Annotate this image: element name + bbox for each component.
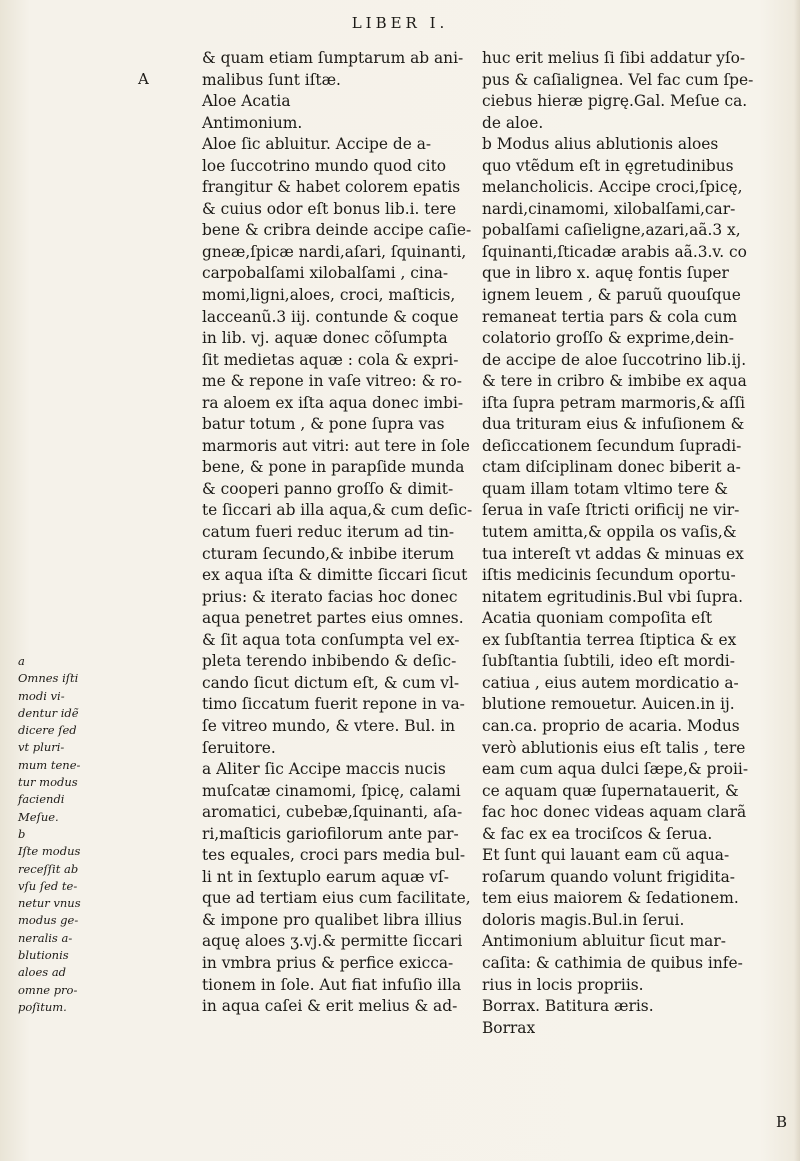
- text-line: que ad tertiam eius cum facilitate,: [202, 889, 471, 908]
- margin-note-line: blutionis: [18, 948, 69, 963]
- margin-note-line: vt pluri-: [18, 740, 65, 755]
- text-line: frangitur & habet colorem epatis: [202, 178, 461, 197]
- margin-note-line: Meſue.: [18, 809, 59, 824]
- text-line: prius: & iterato facias hoc donec: [202, 587, 458, 606]
- margin-note-line: Iſte modus: [18, 844, 81, 859]
- text-line: blutione remouetur. Auicen.in ij.: [482, 695, 735, 714]
- text-line: pleta terendo inbibendo & deſic-: [202, 652, 457, 671]
- text-line: lacceanũ.3 iij. contunde & coque: [202, 307, 459, 326]
- text-line: fac hoc donec videas aquam clarã: [482, 803, 747, 822]
- margin-note-line: omne pro-: [18, 982, 78, 997]
- text-line: aqua penetret partes eius omnes.: [202, 609, 464, 628]
- text-line: cturam ſecundo,& inbibe iterum: [202, 544, 455, 563]
- text-line: doloris magis.Bul.in ſerui.: [482, 910, 685, 929]
- text-line: te ſiccari ab illa aqua,& cum deſic-: [202, 501, 473, 520]
- page-edge-shadow: [794, 0, 800, 1161]
- text-line: Antimonium.: [202, 113, 303, 132]
- text-line: & impone pro qualibet libra illius: [202, 910, 462, 929]
- text-line: ctam diſciplinam donec biberit a-: [482, 458, 741, 477]
- text-line: pus & caſialignea. Vel fac cum ſpe-: [482, 70, 754, 89]
- text-line: roſarum quando volunt frigidita-: [482, 867, 735, 886]
- text-line: ex aqua iſta & dimitte ſiccari ſicut: [202, 566, 468, 585]
- text-line: tem eius maiorem & ſedationem.: [482, 889, 739, 908]
- margin-note-line: dicere ſed: [18, 723, 77, 738]
- text-line: in vmbra prius & perfice exicca-: [202, 953, 454, 972]
- margin-note-line: faciendi: [18, 792, 65, 807]
- text-line: & ſit aqua tota conſumpta vel ex-: [202, 630, 460, 649]
- margin-note-line: modi vi-: [18, 688, 65, 703]
- margin-note-line: modus ge-: [18, 913, 79, 928]
- text-line: verò ablutionis eius eſt talis , tere: [482, 738, 746, 757]
- margin-note-line: Omnes iſti: [18, 671, 79, 686]
- text-line: quam illam totam vltimo tere &: [482, 479, 728, 498]
- margin-notes: [18, 653, 108, 1016]
- text-line: bene, & pone in parapſide munda: [202, 458, 465, 477]
- text-line: momi,ligni,aloes, croci, maſticis,: [202, 286, 456, 305]
- text-line: dua trituram eius & infuſionem &: [482, 415, 745, 434]
- text-line: huc erit melius ſi ſibi addatur yſo-: [482, 49, 746, 67]
- text-line: tes equales, croci pars media bul-: [202, 846, 466, 865]
- text-line: tua intereſt vt addas & minuas ex: [482, 544, 744, 563]
- margin-note-line: mum tene-: [18, 757, 81, 772]
- text-line: ex ſubſtantia terrea ſtiptica & ex: [482, 630, 737, 649]
- text-line: iſta ſupra petram marmoris,& aſſi: [482, 393, 746, 412]
- text-line: ſerua in vaſe ſtricti orificij ne vir-: [482, 501, 740, 520]
- margin-note-line: tur modus: [18, 775, 78, 790]
- text-line: malibus ſunt iſtæ.: [202, 70, 341, 89]
- text-line: ra aloem ex iſta aqua donec imbi-: [202, 393, 464, 412]
- margin-note-line: dentur idẽ: [18, 705, 79, 720]
- text-line: Borrax: [482, 1018, 536, 1037]
- text-line: cando ſicut dictum eſt, & cum vl-: [202, 673, 460, 692]
- text-line: muſcatæ cinamomi, ſpicę, calami: [202, 781, 461, 800]
- section-marker-b: B: [776, 1113, 788, 1131]
- text-line: nitatem egritudinis.Bul vbi ſupra.: [482, 587, 743, 606]
- text-line: gneæ,ſpicæ nardi,aſari, ſquinanti,: [202, 242, 467, 261]
- text-line: Acatia quoniam compoſita eſt: [482, 609, 713, 628]
- text-line: rius in locis propriis.: [482, 975, 644, 994]
- text-line: Borrax. Batitura æris.: [482, 997, 654, 1016]
- text-line: a Aliter ſic Accipe maccis nucis: [202, 760, 446, 779]
- text-line: deſiccationem ſecundum ſupradi-: [482, 436, 742, 455]
- text-line: ſeruitore.: [202, 738, 276, 757]
- text-line: in aqua caſei & erit melius & ad-: [202, 997, 458, 1016]
- text-line: can.ca. proprio de acaria. Modus: [482, 716, 740, 735]
- text-line: tionem in ſole. Aut fiat infuſio illa: [202, 975, 462, 994]
- text-line: ſubſtantia ſubtili, ideo eſt mordi-: [482, 652, 735, 671]
- text-line: Aloe ſic abluitur. Accipe de a-: [202, 135, 432, 154]
- text-line: ſe vitreo mundo, & vtere. Bul. in: [202, 716, 456, 735]
- text-line: me & repone in vaſe vitreo: & ro-: [202, 372, 463, 391]
- text-line: bene & cribra deinde accipe caſie-: [202, 221, 472, 240]
- text-line: b Modus alius ablutionis aloes: [482, 135, 719, 154]
- text-line: & quam etiam ſumptarum ab ani-: [202, 49, 464, 67]
- text-line: ce aquam quæ ſupernatauerit, &: [482, 781, 739, 800]
- text-line: timo ſiccatum fuerit repone in va-: [202, 695, 465, 714]
- text-line: & tere in cribro & imbibe ex aqua: [482, 372, 747, 391]
- text-line: ſquinanti,ſticadæ arabis aã.3.v. co: [482, 242, 747, 261]
- text-line: catum fueri reduc iterum ad tin-: [202, 523, 455, 542]
- margin-note-line: poſitum.: [18, 999, 67, 1014]
- text-line: pobalſami caſieligne,azari,aã.3 x,: [482, 221, 741, 240]
- running-head: LIBER I.: [351, 14, 449, 32]
- margin-note-line: vſu ſed te-: [18, 878, 78, 893]
- text-line: remaneat tertia pars & cola cum: [482, 307, 738, 326]
- text-line: eam cum aqua dulci ſæpe,& proii-: [482, 760, 749, 779]
- text-line: ſit medietas aquæ : cola & expri-: [202, 350, 459, 369]
- text-line: que in libro x. aquę fontis ſuper: [482, 264, 729, 283]
- text-line: melancholicis. Accipe croci,ſpicę,: [482, 178, 743, 197]
- left-column: [202, 48, 484, 1018]
- text-line: Et ſunt qui lauant eam cũ aqua-: [482, 846, 730, 865]
- text-line: caſita: & cathimia de quibus infe-: [482, 953, 743, 972]
- section-marker-a: A: [138, 70, 149, 88]
- text-line: marmoris aut vitri: aut tere in ſole: [202, 436, 470, 455]
- text-line: & cooperi panno groſſo & dimit-: [202, 479, 454, 498]
- text-line: li nt in ſextuplo earum aquæ vſ-: [202, 867, 449, 886]
- text-line: & cuius odor eſt bonus lib.i. tere: [202, 199, 457, 218]
- margin-note-line: b: [18, 826, 26, 841]
- text-line: Antimonium abluitur ſicut mar-: [482, 932, 726, 951]
- text-line: de aloe.: [482, 113, 544, 132]
- margin-note-line: a: [18, 654, 25, 668]
- text-line: ciebus hieræ pigrę.Gal. Meſue ca.: [482, 92, 748, 111]
- text-line: batur totum , & pone ſupra vas: [202, 415, 445, 434]
- margin-note-line: neralis a-: [18, 930, 73, 945]
- text-line: ri,maſticis gariofilorum ante par-: [202, 824, 459, 843]
- text-line: ignem leuem , & paruũ quouſque: [482, 286, 741, 305]
- text-line: loe ſuccotrino mundo quod cito: [202, 156, 447, 175]
- text-line: quo vtẽdum eſt in ęgretudinibus: [482, 156, 734, 175]
- right-column: [482, 48, 782, 1039]
- margin-note-line: netur vnus: [18, 896, 81, 911]
- text-line: carpobalſami xilobalſami , cina-: [202, 264, 449, 283]
- text-line: nardi,cinamomi, xilobalſami,car-: [482, 199, 736, 218]
- text-line: aromatici, cubebæ,ſquinanti, aſa-: [202, 803, 463, 822]
- text-line: in lib. vj. aquæ donec cõſumpta: [202, 329, 448, 348]
- text-line: aquę aloes ʒ.vj.& permitte ſiccari: [202, 932, 463, 951]
- text-line: de accipe de aloe ſuccotrino lib.ij.: [482, 350, 747, 369]
- margin-note-line: aloes ad: [18, 965, 67, 980]
- text-line: & fac ex ea trociſcos & ſerua.: [482, 824, 713, 843]
- margin-note-line: receſſit ab: [18, 861, 79, 876]
- text-line: colatorio groſſo & exprime,dein-: [482, 329, 734, 348]
- text-line: Aloe Acatia: [202, 92, 291, 111]
- text-line: tutem amitta,& oppila os vaſis,&: [482, 523, 737, 542]
- text-line: catiua , eius autem mordicatio a-: [482, 673, 739, 692]
- text-line: iſtis medicinis ſecundum oportu-: [482, 566, 736, 585]
